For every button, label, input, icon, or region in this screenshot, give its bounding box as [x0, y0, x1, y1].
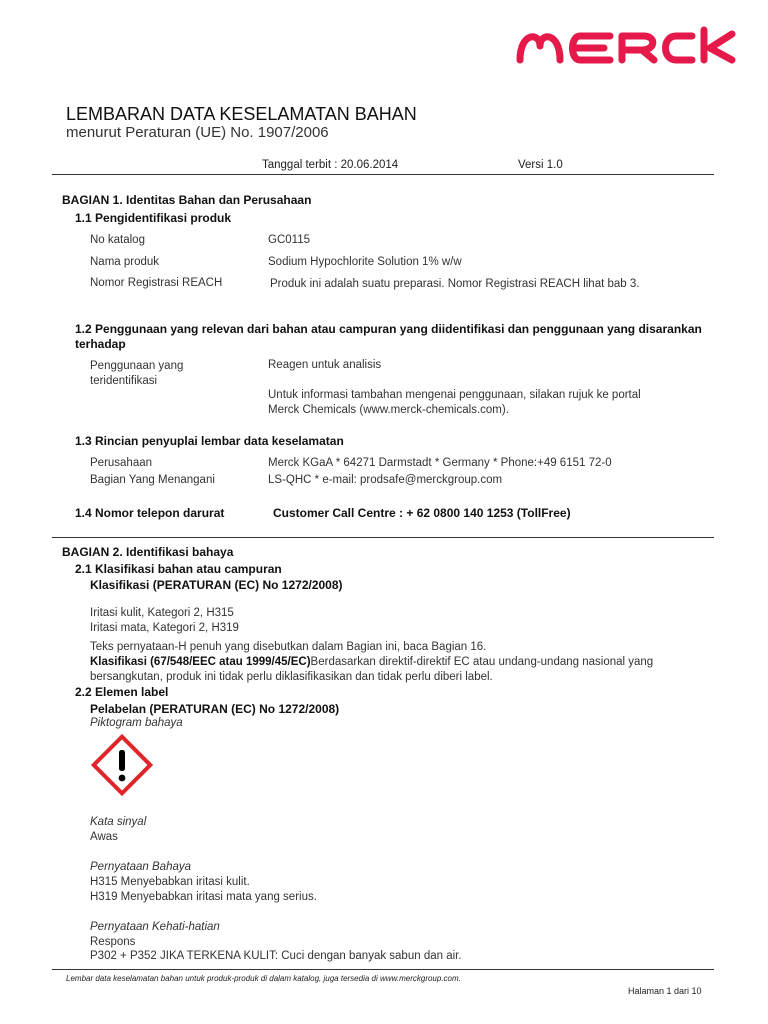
- row-label: Nama produk: [90, 256, 160, 268]
- precautionary-statements-label: Pernyataan Kehati-hatian: [90, 921, 220, 933]
- hazard-statement: H319 Menyebabkan iritasi mata yang serius.: [90, 891, 317, 903]
- issue-date: Tanggal terbit : 20.06.2014: [262, 159, 399, 171]
- section-1-heading: BAGIAN 1. Identitas Bahan dan Perusahaan: [62, 193, 312, 207]
- section-1-2-heading: [75, 322, 715, 352]
- version: Versi 1.0: [518, 159, 563, 171]
- section-2-2-heading: 2.2 Elemen label: [75, 685, 169, 699]
- document-subtitle: menurut Peraturan (UE) No. 1907/2006: [66, 124, 329, 141]
- pictogram-label: Piktogram bahaya: [90, 717, 183, 729]
- classification-item: Iritasi kulit, Kategori 2, H315: [90, 607, 234, 619]
- signal-word-label: Kata sinyal: [90, 816, 147, 828]
- document-title: LEMBARAN DATA KESELAMATAN BAHAN: [66, 104, 417, 124]
- footer-note: Lembar data keselamatan bahan untuk produk-produk di dalam katalog, juga tersedia di www.merckgroup.com.: [66, 974, 461, 983]
- labelling-regulation: Pelabelan (PERATURAN (EC) No 1272/2008): [90, 702, 340, 716]
- emergency-phone: Customer Call Centre : + 62 0800 140 1253 (TollFree): [273, 506, 571, 520]
- product-name: Sodium Hypochlorite Solution 1% w/w: [268, 256, 462, 268]
- section-1-1-heading: 1.1 Pengidentifikasi produk: [75, 211, 232, 225]
- merck-logo: [514, 24, 738, 64]
- catalog-number: GC0115: [268, 234, 310, 246]
- header-divider: [52, 174, 714, 175]
- h-statement-note: Teks pernyataan-H penuh yang disebutkan dalam Bagian ini, baca Bagian 16.: [90, 641, 487, 653]
- response-label: Respons: [90, 936, 136, 948]
- exclamation-mark-hazard-icon: [90, 733, 154, 797]
- classification-eec: [90, 655, 690, 685]
- use-info: Untuk informasi tambahan mengenai penggunaan, silakan rujuk ke portal Merck Chemicals (www.merck-chemicals.com).: [268, 389, 641, 416]
- company: Merck KGaA * 64271 Darmstadt * Germany * Phone:+49 6151 72-0: [268, 457, 612, 469]
- classification-eec-label: Klasifikasi (67/548/EEC atau 1999/45/EC): [90, 656, 311, 668]
- section-divider: [52, 537, 714, 538]
- identified-use-value: Reagen untuk analisis: [268, 359, 382, 371]
- row-label: Nomor Registrasi REACH: [90, 277, 223, 289]
- section-1-4-heading: 1.4 Nomor telepon darurat: [75, 506, 225, 520]
- identified-use-label: Penggunaan yang teridentifikasi: [90, 360, 184, 387]
- section-1-2-heading-text: 1.2 Penggunaan yang relevan dari bahan atau campuran yang diidentifikasi dan penggunaan yang disarankan terhadap: [75, 322, 702, 351]
- section-2-heading: BAGIAN 2. Identifikasi bahaya: [62, 545, 234, 559]
- page-number: Halaman 1 dari 10: [628, 986, 702, 996]
- footer-divider: [52, 969, 714, 970]
- responsible-department: LS-QHC * e-mail: prodsafe@merckgroup.com: [268, 474, 503, 486]
- response-statement: P302 + P352 JIKA TERKENA KULIT: Cuci dengan banyak sabun dan air.: [90, 950, 462, 962]
- section-2-1-heading: 2.1 Klasifikasi bahan atau campuran: [75, 562, 282, 576]
- section-1-3-heading: 1.3 Rincian penyuplai lembar data keselamatan: [75, 434, 344, 448]
- row-label: Bagian Yang Menangani: [90, 474, 215, 486]
- hazard-statement: H315 Menyebabkan iritasi kulit.: [90, 876, 250, 888]
- row-label: No katalog: [90, 234, 145, 246]
- row-label: Perusahaan: [90, 457, 153, 469]
- classification-item: Iritasi mata, Kategori 2, H319: [90, 622, 239, 634]
- signal-word: Awas: [90, 831, 118, 843]
- classification-regulation: Klasifikasi (PERATURAN (EC) No 1272/2008): [90, 578, 343, 592]
- reach-registration: Produk ini adalah suatu preparasi. Nomor Registrasi REACH lihat bab 3.: [270, 278, 640, 290]
- classification-eec-text: Berdasarkan direktif-direktif EC atau undang-undang nasional yang bersangkutan, produk ini tidak perlu diklasifikasikan dan tidak perlu diberi label.: [90, 656, 654, 683]
- hazard-statements-label: Pernyataan Bahaya: [90, 861, 192, 873]
